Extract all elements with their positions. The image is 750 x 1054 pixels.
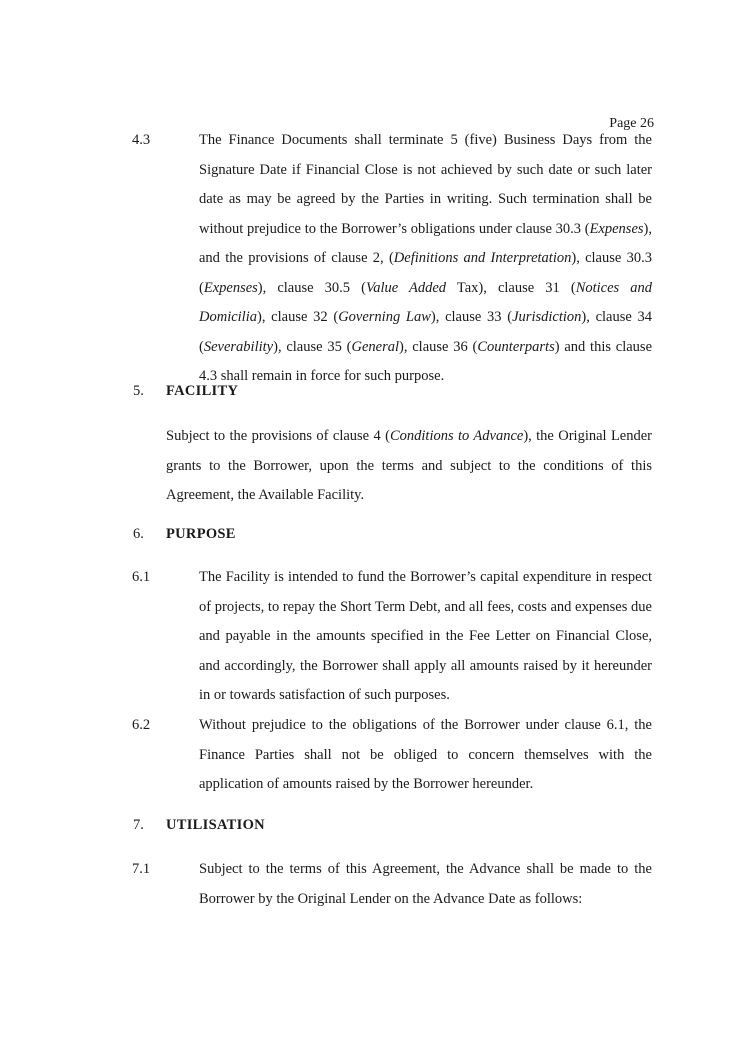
clause-text: Without prejudice to the obligations of the Borrower under clause 6.1, the Finance Parties shall not be obliged to concern themselves with the application of amounts raised by the Borrower hereunder. [199,717,652,792]
clause-number: 6.2 [132,717,151,733]
page-number: Page 26 [609,116,654,131]
clause-number: 7.1 [132,861,151,877]
clause-number: 6.1 [132,569,151,585]
facility-paragraph: Subject to the provisions of clause 4 (Conditions to Advance), the Original Lender grants to the Borrower, upon the terms and subject to the conditions of this Agreement, the Available Facility. [166,428,653,503]
section-heading-facility: FACILITY [166,383,239,399]
section-heading-utilisation: UTILISATION [166,817,265,833]
section-number: 6. [133,526,144,542]
section-number: 7. [133,817,144,833]
clause-number: 4.3 [132,132,151,148]
clause-text: The Facility is intended to fund the Borrower’s capital expenditure in respect of projects, to repay the Short Term Debt, and all fees, costs and expenses due and payable in the amounts specified in the Fee Letter on Financial Close, and accordingly, the Borrower shall apply all amounts raised by it hereunder in or towards satisfaction of such purposes. [199,569,652,703]
clause-text: The Finance Documents shall terminate 5 (five) Business Days from the Signature Date if Financial Close is not achieved by such date or such later date as may be agreed by the Parties in writing. Such termination shall be without prejudice to the Borrower’s obligations under clause 30.3 (Expenses), and the provisions of clause 2, (Definitions and Interpretation), clause 30.3 (Expenses), clause 30.5 (Value Added Tax), clause 31 (Notices and Domicilia), clause 32 (Governing Law), clause 33 (Jurisdiction), clause 34 (Severability), clause 35 (General), clause 36 (Counterparts) and this clause 4.3 shall remain in force for such purpose. [199,132,653,384]
section-number: 5. [133,383,144,399]
clause-text: Subject to the terms of this Agreement, the Advance shall be made to the Borrower by the Original Lender on the Advance Date as follows: [199,861,652,907]
section-heading-purpose: PURPOSE [166,526,236,542]
